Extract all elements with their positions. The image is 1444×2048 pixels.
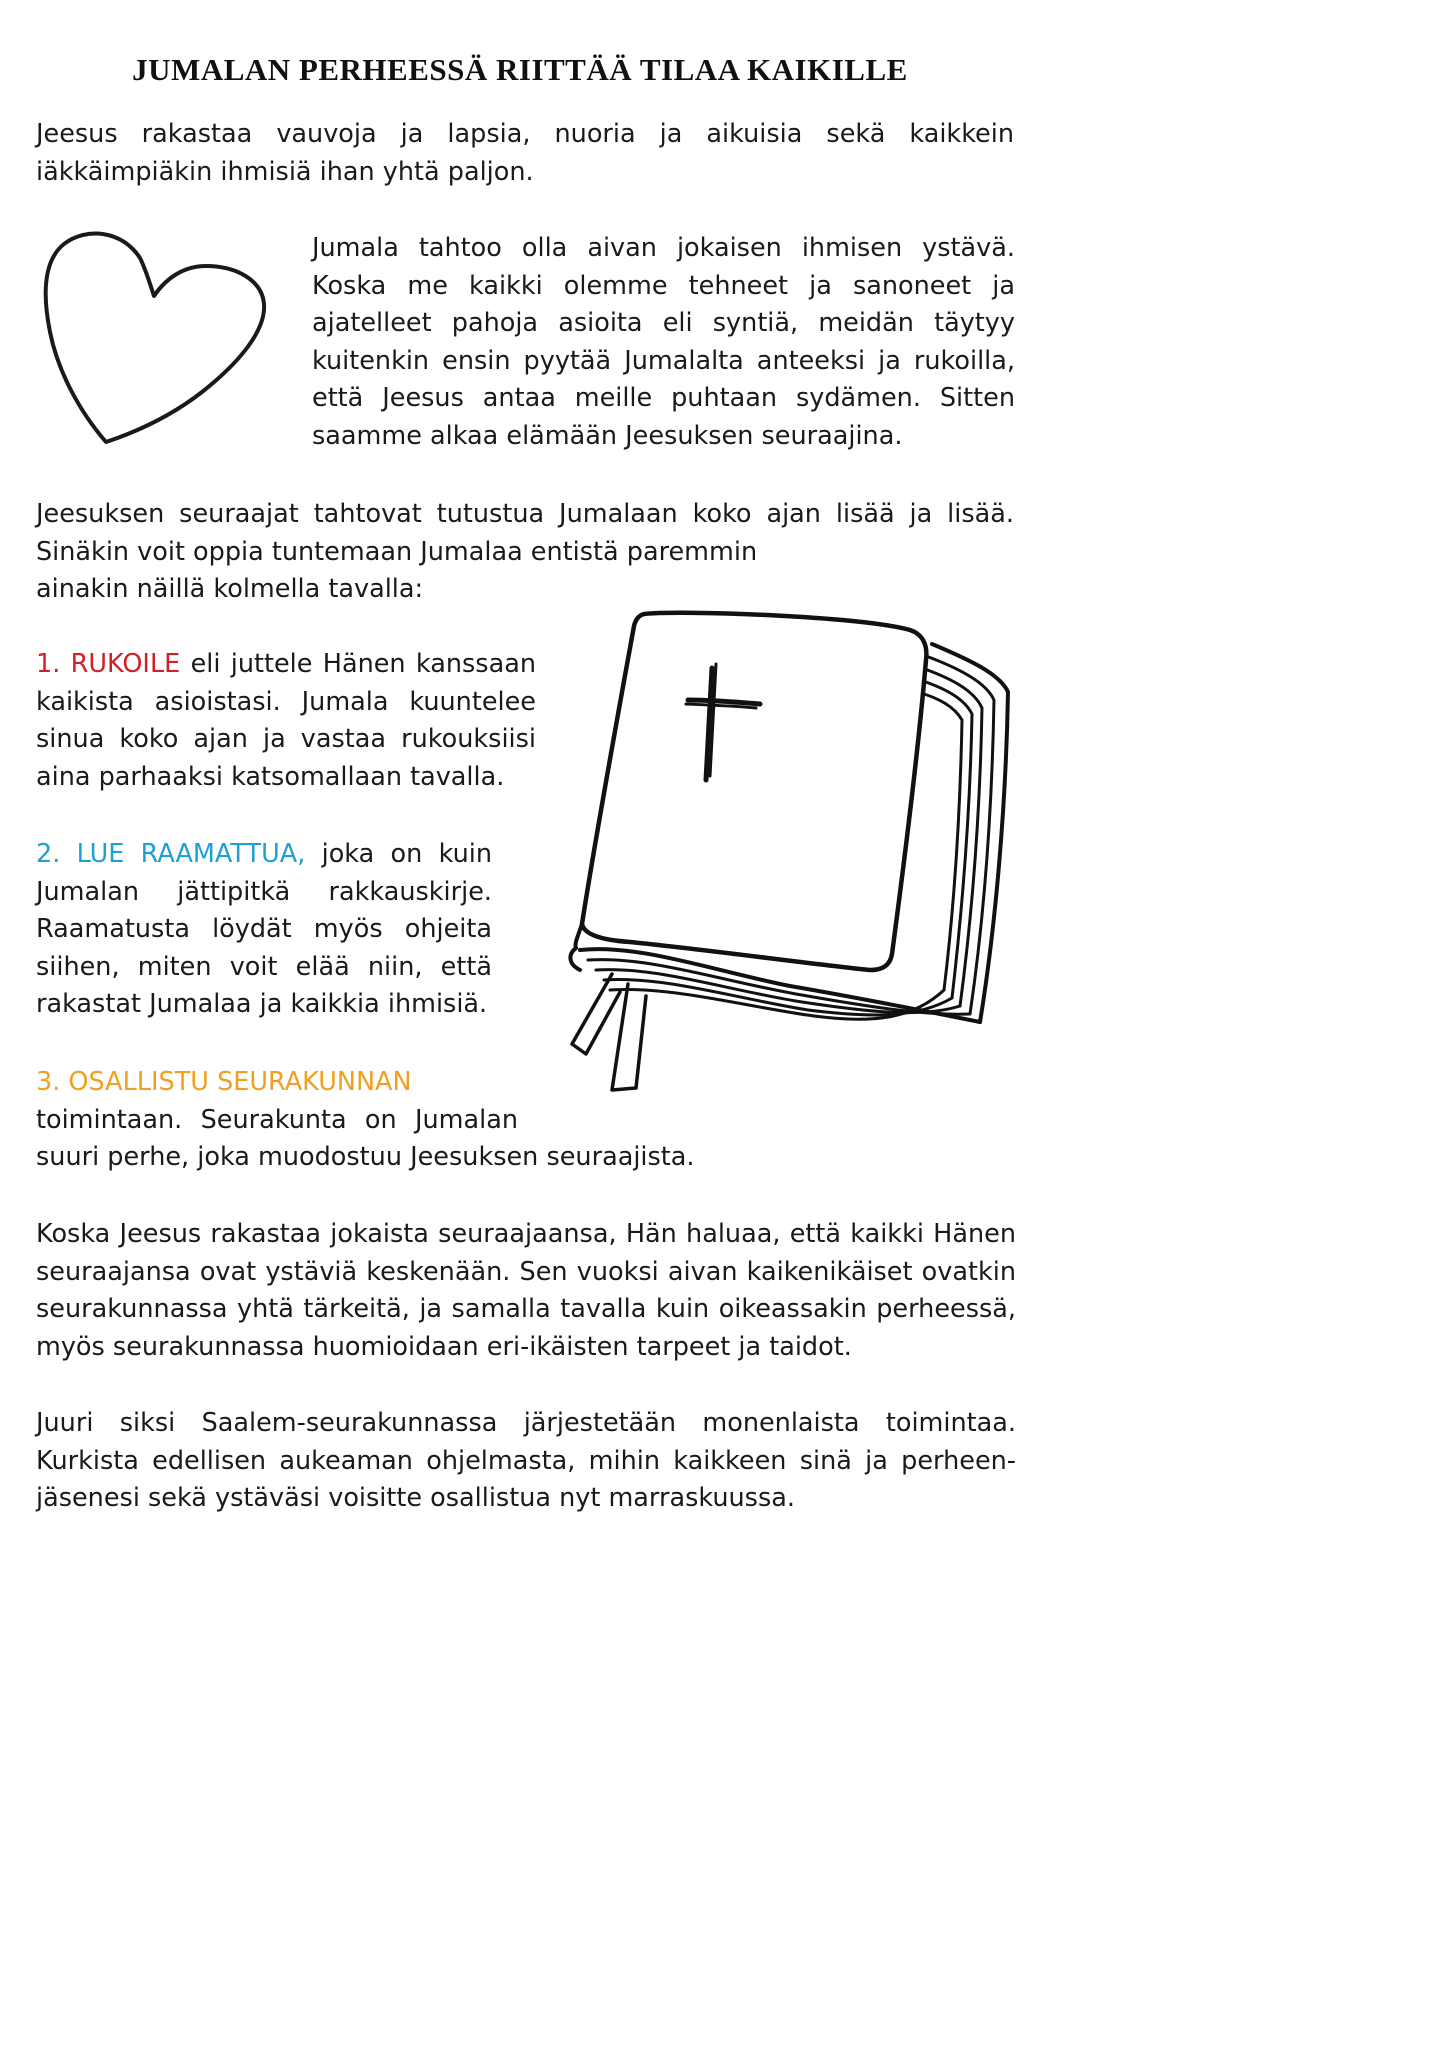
way-participate <box>36 1064 695 1177</box>
friend-line: ajatelleet pahoja asioita eli syntiä, meidän täytyy <box>312 308 1015 339</box>
way-read-line: Jumalan jättipitkä rakkauskirje. <box>36 876 492 907</box>
way-participate-line: toimintaan. Seurakunta on Jumalan <box>36 1104 518 1135</box>
way-read-line: siihen, miten voit elää niin, että <box>36 951 492 982</box>
followers-paragraph <box>36 496 1014 609</box>
friend-line: Jumala tahtoo olla aivan jokaisen ihmisen ystävä. <box>312 233 1015 263</box>
followers-line: ainakin näillä kolmella tavalla: <box>36 574 424 605</box>
friend-line: Koska me kaikki olemme tehneet ja sanoneet ja <box>312 270 1015 301</box>
way-pray <box>36 646 536 796</box>
closing-line: Juuri siksi Saalem-seurakunnassa järjestetään monenlaista toimintaa. <box>36 1408 1016 1438</box>
closing-line: Kurkista edellisen aukeaman ohjelmasta, mihin kaikkeen sinä ja perheen- <box>36 1445 1016 1476</box>
friend-line: että Jeesus antaa meille puhtaan sydämen. Sitten <box>312 383 1015 414</box>
friend-paragraph <box>312 230 1015 456</box>
way-pray-heading: 1. RUKOILE <box>36 649 181 679</box>
followers-line: Jeesuksen seuraajat tahtovat tutustua Jumalaan koko ajan lisää ja lisää. <box>36 499 1014 529</box>
intro-paragraph <box>36 116 1014 191</box>
friend-line: saamme alkaa elämään Jeesuksen seuraajina. <box>312 420 903 451</box>
heart-icon <box>40 222 270 448</box>
way-read-line: Raamatusta löydät myös ohjeita <box>36 914 492 945</box>
love-paragraph <box>36 1216 1016 1366</box>
closing-paragraph <box>36 1405 1016 1518</box>
way-participate-line: suuri perhe, joka muodostuu Jeesuksen seuraajista. <box>36 1142 695 1173</box>
way-pray-line: sinua koko ajan ja vastaa rukouksiisi <box>36 724 536 755</box>
bible-icon <box>560 604 1016 1098</box>
way-read-first-line <box>36 836 492 874</box>
intro-line: Jeesus rakastaa vauvoja ja lapsia, nuoria ja aikuisia sekä kaikkein <box>36 119 1014 149</box>
followers-line: Sinäkin voit oppia tuntemaan Jumalaa entistä paremmin <box>36 536 758 567</box>
way-pray-line: aina parhaaksi katsomallaan tavalla. <box>36 761 505 792</box>
love-line: seurakunnassa yhtä tärkeitä, ja samalla tavalla kuin oikeassakin perheessä, <box>36 1294 1016 1325</box>
friend-line: kuitenkin ensin pyytää Jumalalta anteeksi ja rukoilla, <box>312 345 1015 376</box>
way-pray-line: kaikista asioistasi. Jumala kuuntelee <box>36 686 536 717</box>
love-line: seuraajansa ovat ystäviä keskenään. Sen vuoksi aivan kaikenikäiset ovatkin <box>36 1256 1016 1287</box>
way-participate-heading: 3. OSALLISTU SEURAKUNNAN <box>36 1067 412 1097</box>
way-read-heading: 2. LUE RAAMATTUA, <box>36 839 306 869</box>
love-line: Koska Jeesus rakastaa jokaista seuraajaansa, Hän haluaa, että kaikki Hänen <box>36 1219 1016 1249</box>
way-pray-first-rest: eli juttele Hänen kanssaan <box>180 649 536 679</box>
intro-line: iäkkäimpiäkin ihmisiä ihan yhtä paljon. <box>36 156 534 187</box>
way-pray-first-line <box>36 646 536 684</box>
page-title: JUMALAN PERHEESSÄ RIITTÄÄ TILAA KAIKILLE <box>132 52 908 87</box>
way-read <box>36 836 492 1024</box>
way-read-line: rakastat Jumalaa ja kaikkia ihmisiä. <box>36 989 488 1020</box>
way-read-first-rest: joka on kuin <box>305 839 492 869</box>
closing-line: jäsenesi sekä ystäväsi voisitte osallistua nyt marraskuussa. <box>36 1483 795 1514</box>
love-line: myös seurakunnassa huomioidaan eri-ikäisten tarpeet ja taidot. <box>36 1331 852 1362</box>
